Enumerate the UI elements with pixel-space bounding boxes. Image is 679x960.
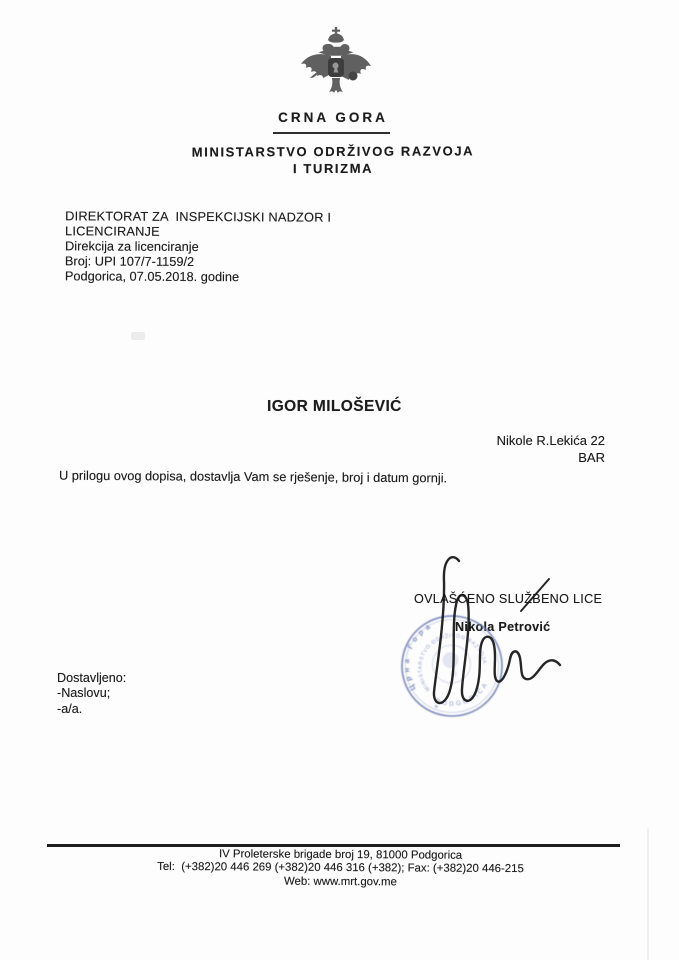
footer-phone-fax: Tel: (+382)20 446 269 (+382)20 446 316 (+382); Fax: (+382)20 446-215: [157, 861, 524, 876]
stamp-inner-arc-text: MINISTARSTVO ODRŽIVOG RAZVOJA: [417, 633, 488, 693]
svg-text:MINISTARSTVO ODRŽIVOG RAZVOJA: [410, 624, 491, 693]
svg-text:Црна Гора: [391, 619, 448, 692]
distribution-list: [57, 671, 126, 717]
ministry-title: [133, 142, 533, 178]
footer-divider-line: [47, 844, 620, 847]
montenegro-coat-of-arms-icon: [298, 26, 374, 109]
reference-number-line: Broj: UPI 107/7-1159/2: [64, 253, 195, 269]
svg-text:PODGORICA: [432, 679, 494, 713]
footer-street-address: IV Proleterske brigade broj 19, 81000 Podgorica: [218, 848, 463, 862]
stamp-bottom-arc-text: PODGORICA: [434, 680, 491, 708]
recipient-address-block: [497, 432, 605, 466]
place-date-line: Podgorica, 07.05.2018. godine: [64, 268, 240, 285]
ministry-title-line2: I TURIZMA: [292, 160, 374, 177]
footer-contact-block: [54, 847, 627, 891]
scan-smudge-artifact: [131, 332, 145, 340]
footer-website: Web: www.mrt.gov.me: [283, 875, 397, 889]
distribution-item-naslovu: -Naslovu;: [57, 686, 111, 701]
sender-reference-block: [65, 208, 331, 284]
recipient-name: IGOR MILOŠEVIĆ: [267, 398, 402, 415]
signatory-title: OVLAŠĆENO SLUŽBENO LICE: [414, 592, 603, 606]
directorate-line1: DIREKTORAT ZA INSPEKCIJSKI NADZOR I: [65, 208, 332, 225]
stamp-outer-arc-text: Црна Гора: [401, 619, 436, 693]
letter-body-text: U prilogu ovog dopisa, dostavlja Vam se rješenje, broj i datum gornji.: [58, 467, 448, 486]
distribution-heading: Dostavljeno:: [57, 671, 127, 685]
header-divider-line: [273, 132, 390, 134]
distribution-item-aa: -a/a.: [57, 701, 83, 716]
signatory-name: Nikola Petrović: [455, 620, 551, 634]
stamp-star-glyph: ✶: [432, 703, 441, 712]
scan-line-artifact: [647, 828, 649, 960]
department-line: Direkcija za licenciranje: [64, 238, 199, 255]
ministry-title-line1: MINISTARSTVO ODRŽIVOG RAZVOJA: [191, 143, 475, 160]
country-title: CRNA GORA: [278, 110, 388, 125]
directorate-line2: LICENCIRANJE: [65, 223, 160, 239]
recipient-city: BAR: [578, 450, 605, 465]
recipient-street: Nikole R.Lekića 22: [496, 433, 605, 448]
